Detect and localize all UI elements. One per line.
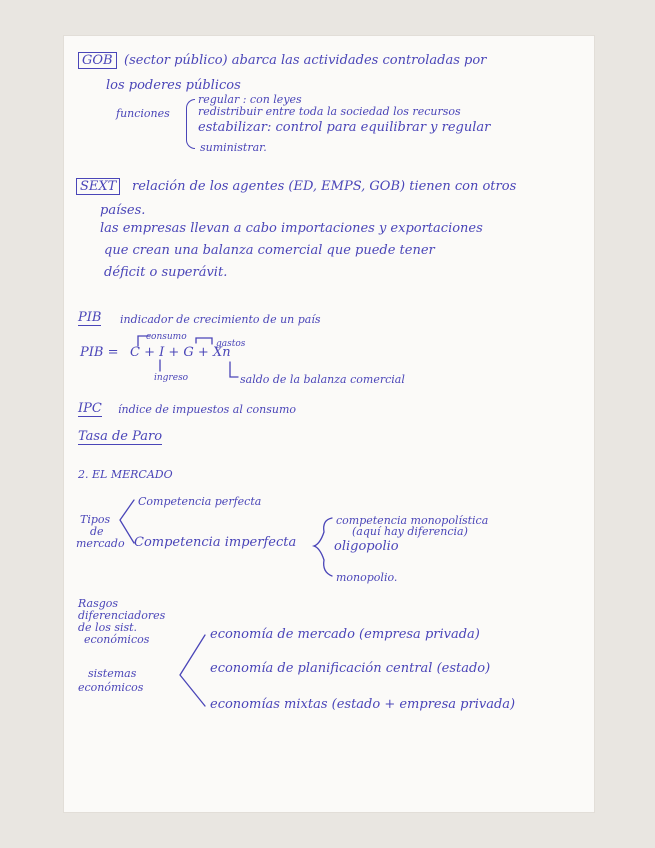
tipos-label: Tipos: [80, 513, 111, 526]
pib-description: indicador de crecimiento de un país: [120, 313, 321, 326]
ipc-description: índice de impuestos al consumo: [118, 403, 297, 416]
rasgos-label: económicos: [84, 633, 150, 646]
rasgos-label: de los sist.: [78, 621, 138, 634]
sext-line3: las empresas llevan a cabo importaciones y exportaciones: [100, 221, 483, 236]
competencia-imperfecta: Competencia imperfecta: [134, 535, 297, 550]
competencia-monopolistica: competencia monopolística: [336, 514, 489, 527]
funcion-item: estabilizar: control para equilibrar y regular: [198, 120, 491, 135]
monopolistica-note: (aquí hay diferencia): [352, 525, 468, 538]
gob-definition-line2: los poderes públicos: [106, 78, 241, 93]
rasgos-label: Rasgos: [78, 597, 119, 610]
pib-formula-label: PIB =: [80, 345, 119, 360]
sistemas-brace: [180, 635, 205, 706]
imperfecta-brace: [314, 518, 332, 576]
consumo-arrow: [138, 336, 150, 346]
sistema-item: economía de mercado (empresa privada): [210, 627, 480, 642]
sistema-item: economías mixtas (estado + empresa privada): [210, 697, 516, 712]
sistemas-label: sistemas: [88, 667, 137, 680]
funcion-item: redistribuir entre toda la sociedad los recursos: [198, 105, 461, 118]
saldo-note: saldo de la balanza comercial: [240, 373, 405, 386]
sext-line4: que crean una balanza comercial que puede tener: [104, 243, 435, 258]
consumo-note: consumo: [146, 332, 187, 342]
oligopolio: oligopolio: [334, 539, 399, 554]
gastos-note: gastos: [216, 339, 246, 349]
ingreso-note: ingreso: [154, 373, 189, 383]
rasgos-label: diferenciadores: [78, 609, 166, 622]
sext-label: SEXT: [76, 178, 120, 195]
pib-label: PIB: [78, 310, 102, 325]
gob-definition-line1: (sector público) abarca las actividades controladas por: [124, 53, 487, 68]
gastos-arrow: [196, 338, 212, 344]
funciones-label: funciones: [116, 107, 170, 120]
funcion-item: suministrar.: [200, 141, 267, 154]
sext-line5: déficit o superávit.: [104, 265, 228, 280]
sext-line1: relación de los agentes (ED, EMPS, GOB) tienen con otros: [132, 179, 517, 194]
section-title-mercado: 2. EL MERCADO: [78, 468, 173, 481]
pib-formula: C + I + G + Xn: [130, 345, 231, 360]
sistema-item: economía de planificación central (estado): [210, 661, 491, 676]
tipos-brace: [120, 500, 134, 543]
tipos-label: mercado: [76, 537, 125, 550]
sext-line2: países.: [100, 203, 146, 218]
competencia-perfecta: Competencia perfecta: [138, 495, 262, 508]
tasa-de-paro-label: Tasa de Paro: [78, 429, 163, 444]
funcion-item: regular : con leyes: [198, 93, 302, 106]
monopolio: monopolio.: [336, 571, 398, 584]
gob-label: GOB: [78, 52, 117, 69]
tipos-label: de: [90, 525, 104, 538]
ipc-label: IPC: [78, 401, 102, 416]
saldo-hook: [230, 362, 238, 377]
sistemas-label: económicos: [78, 681, 144, 694]
